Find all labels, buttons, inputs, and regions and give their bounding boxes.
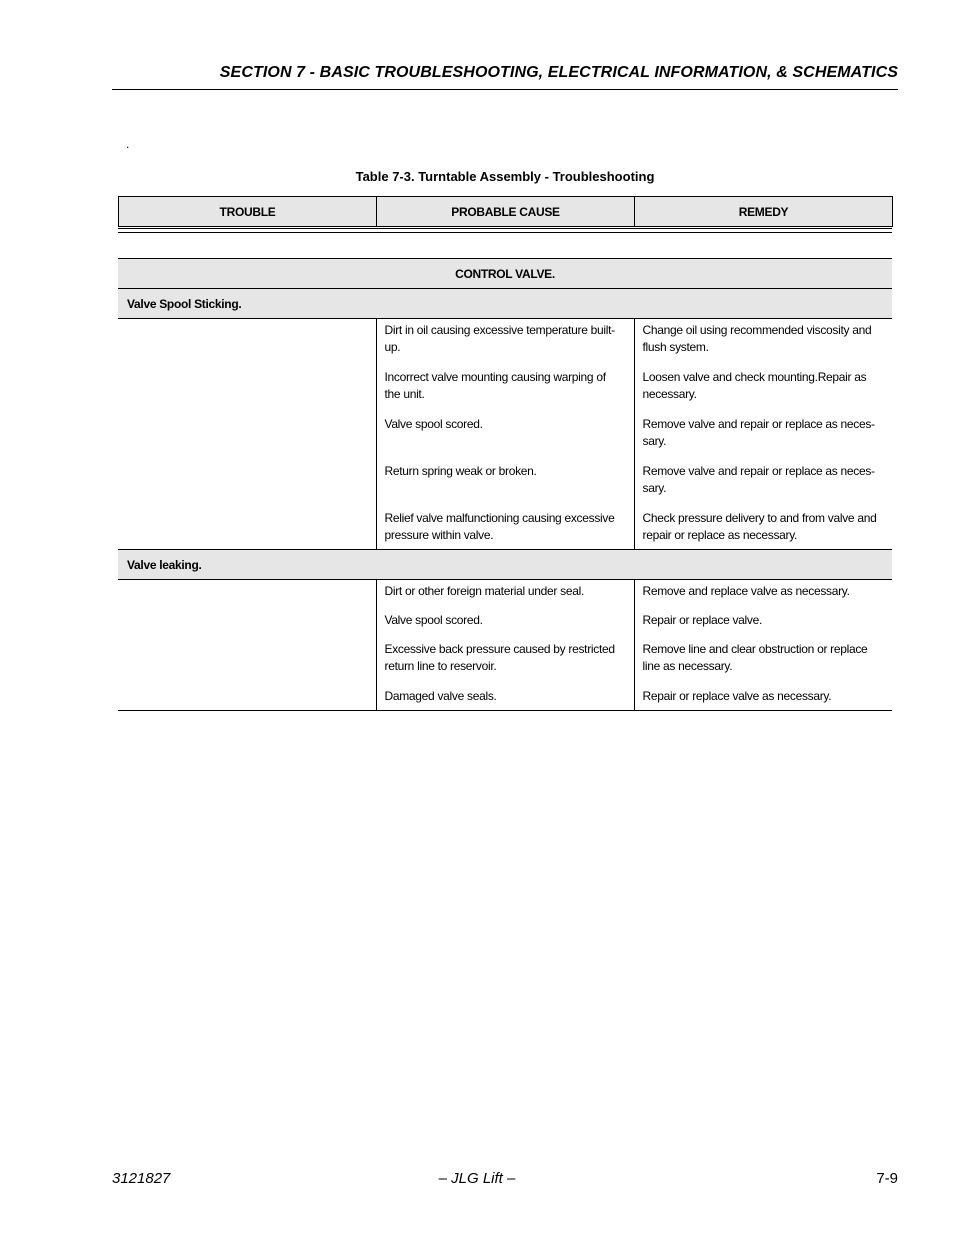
column-header-remedy: REMEDY [635, 197, 893, 227]
column-header-trouble: TROUBLE [119, 197, 377, 227]
footer-center: – JLG Lift – [438, 1170, 516, 1187]
table-caption: Table 7-3. Turntable Assembly - Troubleshooting [355, 169, 655, 184]
troubleshooting-table [118, 258, 892, 711]
cause-item: Relief valve malfunctioning causing excessive pressure within valve. [384, 511, 615, 542]
remedy-item: Remove valve and repair or replace as neces-sary. [642, 417, 875, 448]
remedy-item: Remove and replace valve as necessary. [642, 584, 850, 598]
trouble-cell [118, 580, 376, 711]
trouble-row [118, 550, 892, 580]
remedy-item: Repair or replace valve. [642, 613, 763, 627]
cause-item: Valve spool scored. [384, 417, 483, 431]
remedy-item: Loosen valve and check mounting.Repair as necessary. [642, 370, 867, 401]
remedy-cell [634, 319, 892, 550]
remedy-item: Repair or replace valve as necessary. [642, 689, 832, 703]
page-number: 7-9 [876, 1170, 898, 1187]
group-label: CONTROL VALVE. [118, 259, 892, 289]
cause-item: Dirt or other foreign material under seal. [384, 584, 584, 598]
table-row [118, 580, 892, 711]
trouble-label: Valve leaking. [118, 550, 892, 580]
header-rule [112, 89, 898, 90]
remedy-item: Change oil using recommended viscosity and flush system. [642, 323, 872, 354]
cause-item: Damaged valve seals. [384, 689, 497, 703]
trouble-cell [118, 319, 376, 550]
cause-item: Dirt in oil causing excessive temperature built-up. [384, 323, 615, 354]
cause-cell [376, 319, 634, 550]
table-row [118, 319, 892, 550]
cause-item: Incorrect valve mounting causing warping of the unit. [384, 370, 606, 401]
double-rule [118, 228, 892, 233]
trouble-label: Valve Spool Sticking. [118, 289, 892, 319]
cause-cell [376, 580, 634, 711]
remedy-item: Remove valve and repair or replace as neces-sary. [642, 464, 875, 495]
stray-dot: . [126, 137, 130, 151]
cause-item: Valve spool scored. [384, 613, 483, 627]
column-header-probable-cause: PROBABLE CAUSE [377, 197, 635, 227]
cause-item: Excessive back pressure caused by restricted return line to reservoir. [384, 642, 615, 673]
cause-item: Return spring weak or broken. [384, 464, 537, 478]
remedy-item: Remove line and clear obstruction or replace line as necessary. [642, 642, 868, 673]
doc-number: 3121827 [112, 1170, 171, 1187]
group-row [118, 259, 892, 289]
trouble-row [118, 289, 892, 319]
remedy-cell [634, 580, 892, 711]
remedy-item: Check pressure delivery to and from valve and repair or replace as necessary. [642, 511, 877, 542]
table-header [118, 196, 893, 227]
section-title: SECTION 7 - BASIC TROUBLESHOOTING, ELECTRICAL INFORMATION, & SCHEMATICS [219, 64, 898, 81]
